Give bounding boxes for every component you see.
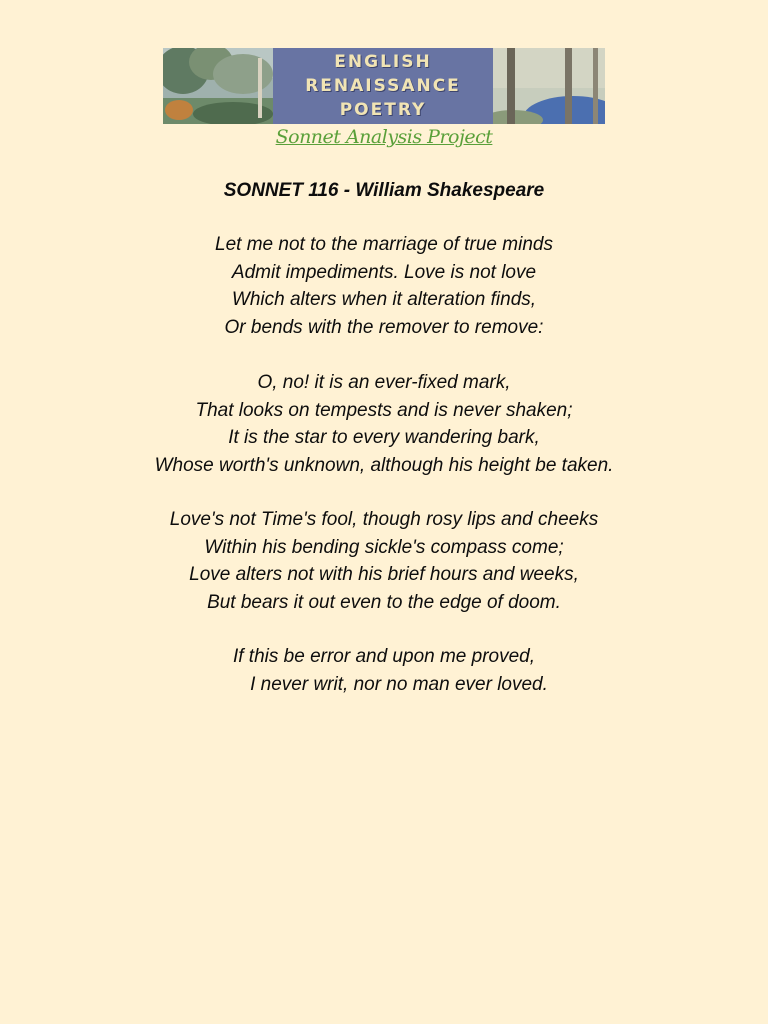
banner-title-panel bbox=[273, 48, 493, 124]
poem-line: I never writ, nor no man ever loved. bbox=[250, 673, 548, 695]
stanza-1 bbox=[0, 231, 768, 341]
poem-line: Which alters when it alteration finds, bbox=[231, 289, 537, 310]
poem-line: O, no! it is an ever-fixed mark, bbox=[257, 372, 511, 393]
banner-image bbox=[163, 48, 605, 124]
poem-line: Whose worth's unknown, although his height be taken. bbox=[154, 454, 614, 476]
poem-line: If this be error and upon me proved, bbox=[232, 646, 536, 667]
banner-line-2: RENAISSANCE bbox=[305, 76, 461, 96]
poem-line: But bears it out even to the edge of doom. bbox=[207, 591, 561, 613]
stanza-4 bbox=[0, 643, 768, 698]
banner-line-3: POETRY bbox=[339, 100, 427, 120]
poem-line: Or bends with the remover to remove: bbox=[224, 316, 544, 338]
poem-line: It is the star to every wandering bark, bbox=[228, 427, 540, 448]
stanza-3 bbox=[0, 506, 768, 616]
banner-line-1: ENGLISH bbox=[334, 52, 432, 72]
sonnet-title: SONNET 116 - William Shakespeare bbox=[223, 180, 545, 201]
stanza-2 bbox=[0, 369, 768, 479]
poem-line: Love's not Time's fool, though rosy lips and cheeks bbox=[169, 509, 599, 530]
poem-line: That looks on tempests and is never shaken; bbox=[195, 399, 573, 421]
banner-landscape-left bbox=[163, 48, 273, 124]
banner-landscape-right bbox=[493, 48, 605, 124]
poem-line: Let me not to the marriage of true minds bbox=[215, 234, 553, 255]
poem-line: Admit impediments. Love is not love bbox=[231, 261, 537, 283]
subtitle: Sonnet Analysis Project bbox=[275, 126, 493, 148]
poem-line: Love alters not with his brief hours and weeks, bbox=[189, 564, 579, 585]
poem-line: Within his bending sickle's compass come; bbox=[204, 536, 564, 558]
